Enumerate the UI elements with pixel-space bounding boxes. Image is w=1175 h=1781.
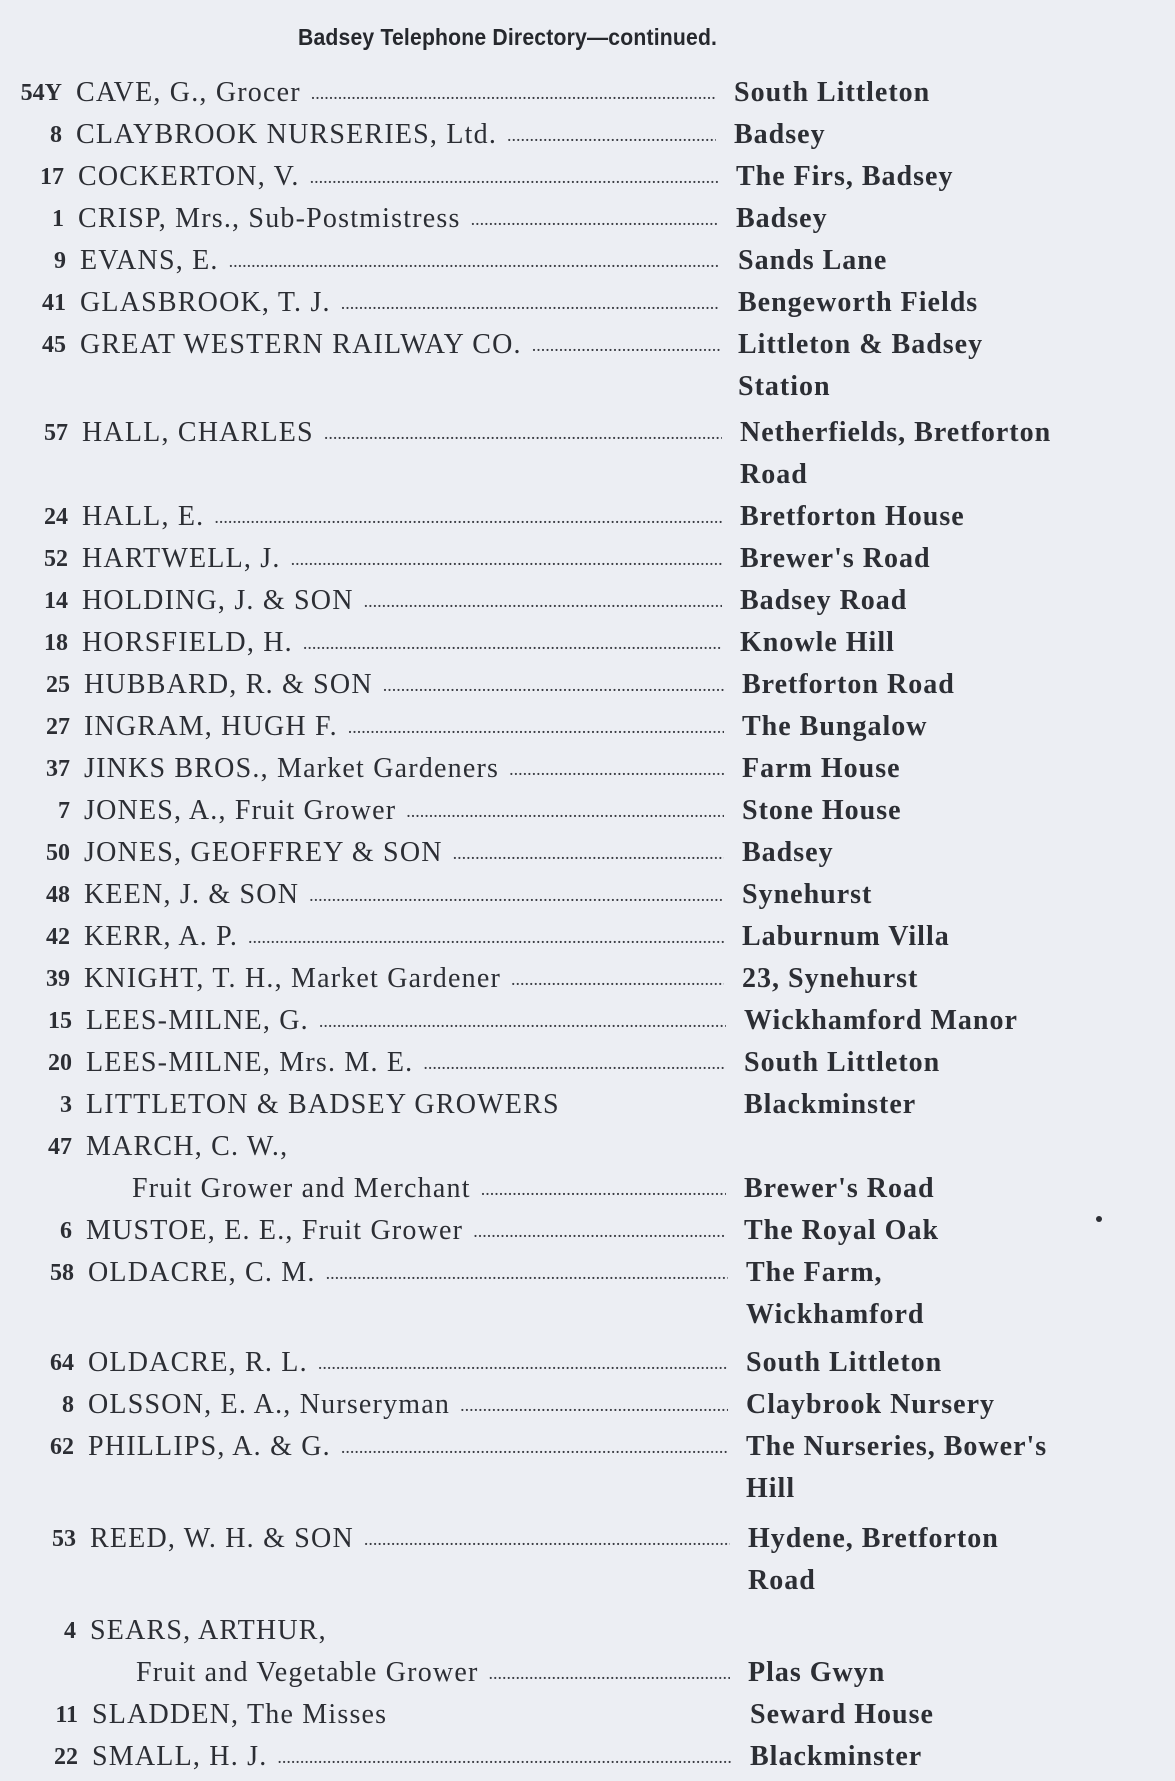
entry-number: 48: [46, 882, 70, 908]
entry-address: Sands Lane: [738, 245, 888, 276]
entry-number: 47: [48, 1134, 72, 1160]
entry-name-cell: [84, 706, 724, 748]
entry-name-cell: [86, 1210, 726, 1252]
entry-name-cell: [86, 1000, 726, 1042]
entry-name: SLADDEN, The Misses: [92, 1699, 388, 1730]
entry-address: Littleton & Badsey Station: [738, 329, 984, 402]
entry-name: JONES, GEOFFREY & SON: [84, 837, 443, 868]
entry-number: 7: [58, 798, 70, 824]
directory-entry: [12, 664, 1175, 706]
entry-name-cell: [84, 874, 724, 916]
entry-name: GLASBROOK, T. J.: [80, 287, 331, 318]
entry-name-cell: [88, 1252, 728, 1294]
entry-address: Badsey: [736, 203, 828, 234]
leader-dots: [248, 916, 724, 958]
entry-address: Brewer's Road: [740, 543, 931, 574]
entry-address: Netherfields, Bretforton Road: [740, 417, 1052, 490]
entry-name-cell: [76, 114, 716, 156]
directory-entry: [10, 496, 1175, 538]
entry-number: 37: [46, 756, 70, 782]
entry-address: Plas Gwyn: [748, 1657, 886, 1688]
directory-entry: [12, 748, 1175, 790]
leader-dots: [291, 538, 722, 580]
directory-entry: [12, 790, 1175, 832]
entry-name-cell: [80, 324, 720, 366]
leader-dots: [277, 1736, 732, 1778]
entry-name-cell: [84, 664, 724, 706]
entry-address: Blackminster: [744, 1089, 917, 1120]
entry-name: HUBBARD, R. & SON: [84, 669, 373, 700]
directory-list: [0, 72, 1175, 1778]
entry-name: HARTWELL, J.: [82, 543, 281, 574]
leader-dots: [481, 1168, 726, 1210]
directory-entry: [4, 72, 1175, 114]
entry-number: 8: [62, 1392, 74, 1418]
entry-name-cell: [88, 1384, 728, 1426]
directory-entry: [12, 832, 1175, 874]
entry-name: SMALL, H. J.: [92, 1741, 268, 1772]
entry-address: South Littleton: [744, 1047, 941, 1078]
directory-entry: [10, 538, 1175, 580]
directory-entry: [16, 1384, 1175, 1426]
directory-entry: [14, 1126, 1175, 1168]
entry-number: 1: [52, 206, 64, 232]
entry-number: 25: [46, 672, 70, 698]
entry-number: 9: [54, 248, 66, 274]
entry-name: OLDACRE, R. L.: [88, 1347, 308, 1378]
entry-name-cell: [82, 412, 722, 454]
entry-number: 24: [44, 504, 68, 530]
entry-address: Brewer's Road: [744, 1173, 935, 1204]
entry-name-cell: [88, 1426, 728, 1468]
entry-name: MUSTOE, E. E., Fruit Grower: [86, 1215, 464, 1246]
entry-name: OLDACRE, C. M.: [88, 1257, 316, 1288]
entry-number: 6: [60, 1218, 72, 1244]
directory-entry: [14, 1210, 1175, 1252]
leader-dots: [326, 1252, 728, 1294]
leader-dots: [348, 706, 724, 748]
directory-entry: [10, 580, 1175, 622]
entry-name-cell: [92, 1736, 732, 1778]
entry-name: KNIGHT, T. H., Market Gardener: [84, 963, 501, 994]
entry-number: 3: [60, 1092, 72, 1118]
entry-name-cell: [86, 1126, 726, 1168]
leader-dots: [303, 622, 722, 664]
entry-name: SEARS, ARTHUR,: [90, 1615, 327, 1646]
entry-address: Wickhamford Manor: [744, 1005, 1018, 1036]
entry-address: Hydene, Bretforton Road: [748, 1523, 999, 1596]
entry-address: Blackminster: [750, 1741, 923, 1772]
directory-entry: [14, 1000, 1175, 1042]
entry-name-cell: [86, 1084, 726, 1126]
entry-name: KEEN, J. & SON: [84, 879, 300, 910]
entry-name-cell: [82, 496, 722, 538]
entry-name: HORSFIELD, H.: [82, 627, 293, 658]
entry-name-cell: [82, 622, 722, 664]
leader-dots: [229, 240, 720, 282]
entry-name: MARCH, C. W.,: [86, 1131, 289, 1162]
entry-name: GREAT WESTERN RAILWAY CO.: [80, 329, 522, 360]
leader-dots: [324, 412, 722, 454]
entry-number: 58: [50, 1260, 74, 1286]
entry-name: REED, W. H. & SON: [90, 1523, 354, 1554]
entry-address: South Littleton: [746, 1347, 943, 1378]
entry-name-cell: [84, 748, 724, 790]
entry-subname: Fruit Grower and Merchant: [132, 1173, 471, 1204]
directory-entry: [4, 114, 1175, 156]
entry-number: 14: [44, 588, 68, 614]
entry-number: 57: [44, 420, 68, 446]
entry-address: Badsey: [742, 837, 834, 868]
entry-name: HALL, E.: [82, 501, 205, 532]
leader-dots: [471, 198, 718, 240]
entry-address: The Farm, Wickhamford: [746, 1257, 925, 1330]
entry-name: COCKERTON, V.: [78, 161, 300, 192]
entry-name-cell: [84, 790, 724, 832]
entry-number: 20: [48, 1050, 72, 1076]
leader-dots: [406, 790, 724, 832]
entry-number: 4: [64, 1618, 76, 1644]
entry-number: 62: [50, 1434, 74, 1460]
entry-name: JINKS BROS., Market Gardeners: [84, 753, 500, 784]
entry-number: 17: [40, 164, 64, 190]
entry-address: Bretforton House: [740, 501, 965, 532]
entry-name-cell: [78, 156, 718, 198]
print-speck: [1096, 1216, 1102, 1222]
leader-dots: [318, 1342, 728, 1384]
entry-address: Stone House: [742, 795, 902, 826]
leader-dots: [364, 580, 722, 622]
entry-address: The Bungalow: [742, 711, 928, 742]
entry-name: JONES, A., Fruit Grower: [84, 795, 397, 826]
directory-entry: [8, 324, 1175, 408]
entry-name: CLAYBROOK NURSERIES, Ltd.: [76, 119, 498, 150]
leader-dots: [488, 1652, 730, 1694]
entry-number: 54Y: [20, 80, 62, 106]
leader-dots: [423, 1042, 726, 1084]
leader-dots: [311, 72, 716, 114]
entry-subname: Fruit and Vegetable Grower: [136, 1657, 479, 1688]
directory-entry: [18, 1610, 1175, 1652]
entry-name-cell: [84, 916, 724, 958]
entry-name-cell: [88, 1342, 728, 1384]
entry-name: HOLDING, J. & SON: [82, 585, 354, 616]
entry-name-cell: [80, 282, 720, 324]
entry-number: 11: [55, 1702, 78, 1728]
directory-entry: [12, 874, 1175, 916]
directory-entry: [10, 622, 1175, 664]
entry-address: Claybrook Nursery: [746, 1389, 996, 1420]
entry-number: 50: [46, 840, 70, 866]
directory-entry: [12, 706, 1175, 748]
entry-name-cell: [82, 580, 722, 622]
entry-address: Synehurst: [742, 879, 873, 910]
leader-dots: [511, 958, 724, 1000]
entry-name-cell: [86, 1168, 726, 1210]
entry-address: The Firs, Badsey: [736, 161, 954, 192]
directory-entry: [8, 240, 1175, 282]
leader-dots: [364, 1518, 730, 1560]
entry-name-cell: [78, 198, 718, 240]
entry-name-cell: [76, 72, 716, 114]
directory-entry-continuation: [14, 1168, 1175, 1210]
entry-number: 53: [52, 1526, 76, 1552]
entry-name: OLSSON, E. A., Nurseryman: [88, 1389, 451, 1420]
page-title: Badsey Telephone Directory—continued.: [298, 24, 718, 50]
leader-dots: [532, 324, 720, 366]
leader-dots: [214, 496, 722, 538]
directory-entry: [12, 958, 1175, 1000]
entry-number: 27: [46, 714, 70, 740]
entry-number: 52: [44, 546, 68, 572]
entry-address: Seward House: [750, 1699, 934, 1730]
directory-entry-continuation: [18, 1652, 1175, 1694]
entry-name: CAVE, G., Grocer: [76, 77, 301, 108]
entry-address: Bengeworth Fields: [738, 287, 979, 318]
entry-number: 15: [48, 1008, 72, 1034]
leader-dots: [473, 1210, 726, 1252]
entry-number: 45: [42, 332, 66, 358]
entry-name-cell: [82, 538, 722, 580]
directory-entry: [16, 1252, 1175, 1336]
entry-name-cell: [84, 832, 724, 874]
directory-entry: [6, 198, 1175, 240]
entry-name: EVANS, E.: [80, 245, 219, 276]
entry-address: The Nurseries, Bower's Hill: [746, 1431, 1048, 1504]
entry-address: Badsey: [734, 119, 826, 150]
entry-number: 22: [54, 1744, 78, 1770]
directory-entry: [16, 1426, 1175, 1510]
entry-address: Farm House: [742, 753, 901, 784]
entry-name: LEES-MILNE, G.: [86, 1005, 309, 1036]
entry-name: HALL, CHARLES: [82, 417, 314, 448]
directory-entry: [6, 156, 1175, 198]
entry-name: LITTLETON & BADSEY GROWERS: [86, 1089, 560, 1120]
leader-dots: [507, 114, 716, 156]
entry-address: Badsey Road: [740, 585, 908, 616]
directory-entry: [18, 1518, 1175, 1602]
entry-name-cell: [80, 240, 720, 282]
leader-dots: [341, 282, 720, 324]
leader-dots: [460, 1384, 728, 1426]
entry-address: Laburnum Villa: [742, 921, 950, 952]
entry-name-cell: [86, 1042, 726, 1084]
directory-entry: [20, 1694, 1175, 1736]
directory-entry: [12, 916, 1175, 958]
leader-dots: [383, 664, 724, 706]
entry-address: Knowle Hill: [740, 627, 895, 658]
directory-entry: [20, 1736, 1175, 1778]
leader-dots: [309, 874, 724, 916]
entry-number: 18: [44, 630, 68, 656]
directory-entry: [16, 1342, 1175, 1384]
entry-number: 8: [50, 122, 62, 148]
entry-name: KERR, A. P.: [84, 921, 239, 952]
directory-entry: [10, 412, 1175, 496]
directory-entry: [8, 282, 1175, 324]
entry-number: 64: [50, 1350, 74, 1376]
entry-number: 42: [46, 924, 70, 950]
entry-name: LEES-MILNE, Mrs. M. E.: [86, 1047, 414, 1078]
leader-dots: [341, 1426, 728, 1468]
leader-dots: [509, 748, 724, 790]
entry-name-cell: [90, 1518, 730, 1560]
leader-dots: [319, 1000, 726, 1042]
leader-dots: [453, 832, 724, 874]
entry-name-cell: [92, 1694, 732, 1736]
entry-address: 23, Synehurst: [742, 963, 919, 994]
entry-number: 39: [46, 966, 70, 992]
entry-address: Bretforton Road: [742, 669, 955, 700]
leader-dots: [310, 156, 718, 198]
entry-address: The Royal Oak: [744, 1215, 940, 1246]
entry-number: 41: [42, 290, 66, 316]
directory-entry: [14, 1042, 1175, 1084]
entry-name: PHILLIPS, A. & G.: [88, 1431, 331, 1462]
entry-name-cell: [90, 1652, 730, 1694]
entry-name: CRISP, Mrs., Sub-Postmistress: [78, 203, 461, 234]
entry-address: South Littleton: [734, 77, 931, 108]
directory-entry: [14, 1084, 1175, 1126]
entry-name-cell: [84, 958, 724, 1000]
entry-name-cell: [90, 1610, 730, 1652]
entry-name: INGRAM, HUGH F.: [84, 711, 338, 742]
